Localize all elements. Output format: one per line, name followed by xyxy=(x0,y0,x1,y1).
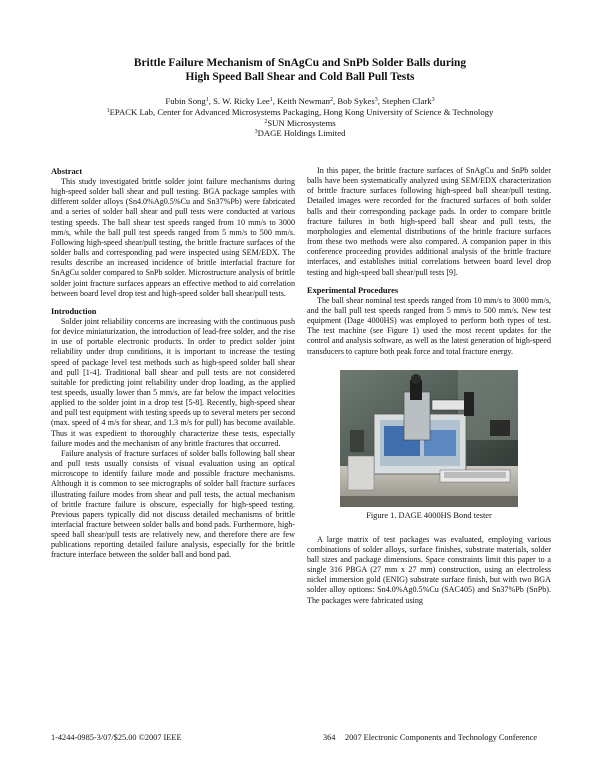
author-name: Bob Sykes xyxy=(337,96,375,106)
affiliation: $^1$EPACK Lab, Center for Advanced Microsystems Packaging, Hong Kong University of Science & Technology xyxy=(106,106,494,117)
footer-copyright: 1-4244-0985-3/07/$25.00 ©2007 IEEE xyxy=(51,733,182,742)
title-line-1: Brittle Failure Mechanism of SnAgCu and SnPb Solder Balls during xyxy=(133,57,467,69)
footer-conference: 2007 Electronic Components and Technology Conference xyxy=(345,733,538,742)
author-list: Fubin Song$^1$, S. W. Ricky Lee$^1$, Keith Newman$^2$, Bob Sykes$^3$, Stephen Clark$^3$ xyxy=(165,96,435,106)
affiliation: $^3$DAGE Holdings Limited xyxy=(254,128,346,139)
author-name: Fubin Song xyxy=(165,96,206,106)
author-name: S. W. Ricky Lee xyxy=(213,96,270,106)
figure-1 xyxy=(307,370,551,521)
figure-caption: Figure 1. DAGE 4000HS Bond tester xyxy=(366,510,492,520)
bond-tester-photo xyxy=(340,370,518,507)
introduction-continued-paragraph: In this paper, the brittle fracture surfaces of SnAgCu and SnPb solder balls have been systematically analyzed using SEM/EDX characterization of brittle fracture surfaces following high-speed ball shear/pull testing. Detailed images were recorded for the fractured surfaces of both solder balls and their corresponding package pads. In order to compare brittle fracture failures in both high-speed ball shear and pull tests, the morphologies and elemental distributions of the brittle fracture surfaces from these two methods were also compared. A companion paper in this conference proceeding provides additional analysis of the brittle fracture interfaces, and establishes initial correlations between board level drop testing and high-speed ball shear/pull tests [9]. xyxy=(307,166,551,277)
right-column xyxy=(307,166,551,606)
introduction-paragraph-1: Solder joint reliability concerns are increasing with the continuous push for device miniaturization, the introduction of lead-free solder, and the rise in use of portable electronic products. In order to predict solder joint reliability under drop conditions, it is important to increase the testing speed of package level test methods such as high-speed solder ball shear and pull [1-4]. Traditional ball shear and pull tests are not considered suitable for predicting joint reliability under drop loading, as the applied test speeds, usually lower than 5 mm/s, are far below the impact velocities applied to the solder joint in a drop test [5-8]. Recently, high-speed shear and pull test equipment with testing speeds up to several meters per second (max. speed of 4 m/s for shear, and 1.3 m/s for pull) has become available. Thus it was expedient to thoroughly characterize these tests, especially failure modes and the mechanism of any brittle fractures that occurred. xyxy=(51,316,295,448)
affiliation: $^2$SUN Microsystems xyxy=(264,117,336,128)
title-line-2: High Speed Ball Shear and Cold Ball Pull Tests xyxy=(185,71,415,83)
experimental-paragraph-2: A large matrix of test packages was evaluated, employing various combinations of solder alloys, surface finishes, substrate materials, solder ball sizes and package dimensions. Space constraints limit this paper to a single 316 PBGA (27 mm x 27 mm) construction, using an electroless nickel immersion gold (ENIG) substrate surface finish, but with two BGA solder alloy options: Sn4.0%Ag0.5%Cu (SAC405) and Sn37%Pb (SnPb). The packages were fabricated using xyxy=(307,534,551,605)
footer-page-number: 364 xyxy=(323,733,336,742)
left-column xyxy=(51,166,295,561)
author-block xyxy=(40,96,560,139)
paper-title xyxy=(80,56,520,84)
author-name: Keith Newman xyxy=(277,96,330,106)
abstract-heading: Abstract xyxy=(51,167,83,176)
abstract-text: This study investigated brittle solder joint failure mechanisms during high-speed solder ball shear and pull testing. BGA package samples with different solder alloys (Sn4.0%Ag0.5%Cu and Sn37%Pb) were fabricated and a series of solder ball shear and pull tests were conducted at various testing speeds. The ball shear test speeds ranged from 10 mm/s to 3000 mm/s, while the ball pull test speeds ranged from 5 mm/s to 500 mm/s. Following high-speed shear/pull testing, the brittle fracture surfaces of the solder balls and corresponding pad were inspected using SEM/EDX. The results describe an increased incidence of brittle interfacial fracture for SnAgCu solder compared to SnPb solder. Microstructure analysis of brittle solder joint fracture surfaces appears an effective method to aid correlation between board level drop test and high-speed solder ball shear/pull tests. xyxy=(51,177,295,298)
experimental-paragraph-1: The ball shear nominal test speeds ranged from 10 mm/s to 3000 mm/s, and the ball pull test speeds ranged from 5 mm/s to 500 mm/s. New test equipment (Dage 4000HS) was employed to perform both types of test. The test machine (see Figure 1) used the most recent updates for the control and analysis software, as well as the latest generation of high-speed transducers to capture both peak force and total fracture energy. xyxy=(307,295,551,356)
author-name: Stephen Clark xyxy=(382,96,432,106)
experimental-heading: Experimental Procedures xyxy=(307,285,399,295)
introduction-heading: Introduction xyxy=(51,306,97,316)
introduction-paragraph-2: Failure analysis of fracture surfaces of solder balls following ball shear and pull tests usually consists of visual evaluation using an optical microscope to identify failure mode and possible fracture mechanisms. Although it is common to see micrographs of solder ball fracture surfaces illustrating failure modes from shear and pull tests, the actual mechanism of brittle fracture failure is obscure, especially for high-speed testing. Previous papers typically did not discuss detailed mechanisms of brittle interfacial fracture between solder balls and bond pads. Furthermore, high-speed ball shear/pull tests are relatively new, and therefore there are few publications reporting detailed failure analysis, especially for the brittle fracture interface between the solder ball and bond pad. xyxy=(51,448,295,560)
